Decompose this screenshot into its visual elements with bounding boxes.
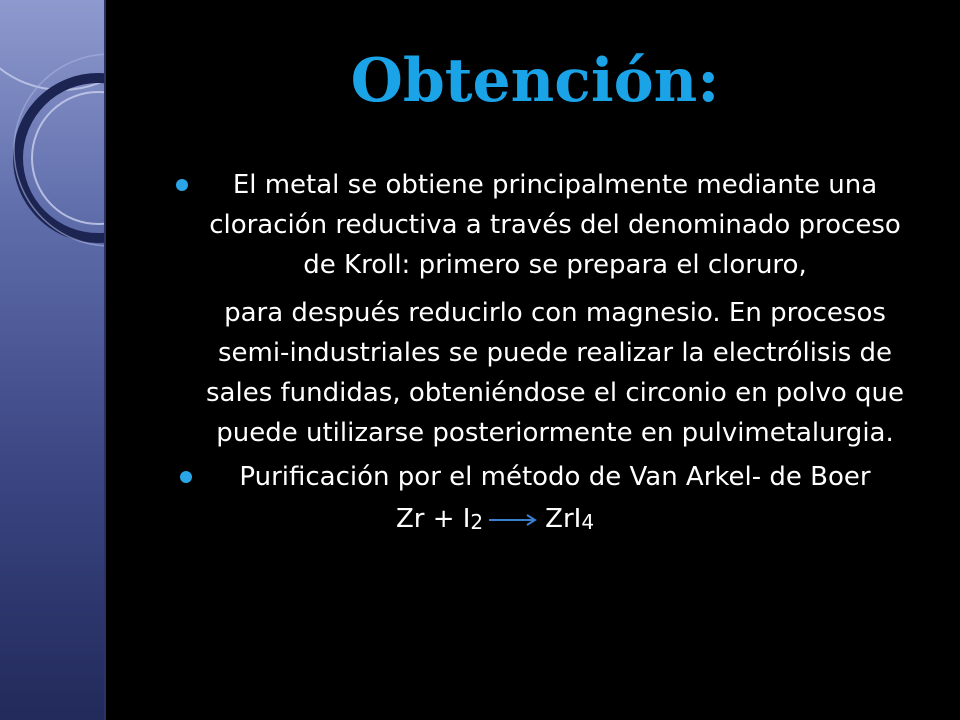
bullet-text-van-arkel: Purificación por el método de Van Arkel- de Boer xyxy=(239,462,871,492)
bullet-item-kroll xyxy=(190,165,920,285)
bullet-icon xyxy=(176,179,188,191)
equation-product: ZrI xyxy=(545,504,582,534)
equation-product-subscript: 4 xyxy=(581,510,595,534)
slide-body xyxy=(190,165,920,542)
equation-reactant-subscript: 2 xyxy=(470,510,484,534)
bullet-text-kroll: El metal se obtiene principalmente mediante una cloración reductiva a través del denominado proceso de Kroll: primero se prepara el cloruro, xyxy=(209,170,901,280)
bullet-item-van-arkel xyxy=(190,457,920,497)
chemical-equation xyxy=(190,499,920,542)
slide-title: Obtención: xyxy=(350,46,720,116)
equation-reactants: Zr + I xyxy=(395,504,471,534)
bullet-continuation-paragraph: para después reducirlo con magnesio. En procesos semi-industriales se puede realizar la electrólisis de sales fundidas, obteniéndose el circonio en polvo que puede utilizarse posteriormente en pulvimetalurgia. xyxy=(206,298,904,448)
decorative-circles-icon xyxy=(0,0,106,720)
reaction-arrow-icon xyxy=(487,513,541,527)
bullet-icon xyxy=(180,471,192,483)
decorative-side-band xyxy=(0,0,106,720)
band-edge-divider xyxy=(104,0,106,720)
